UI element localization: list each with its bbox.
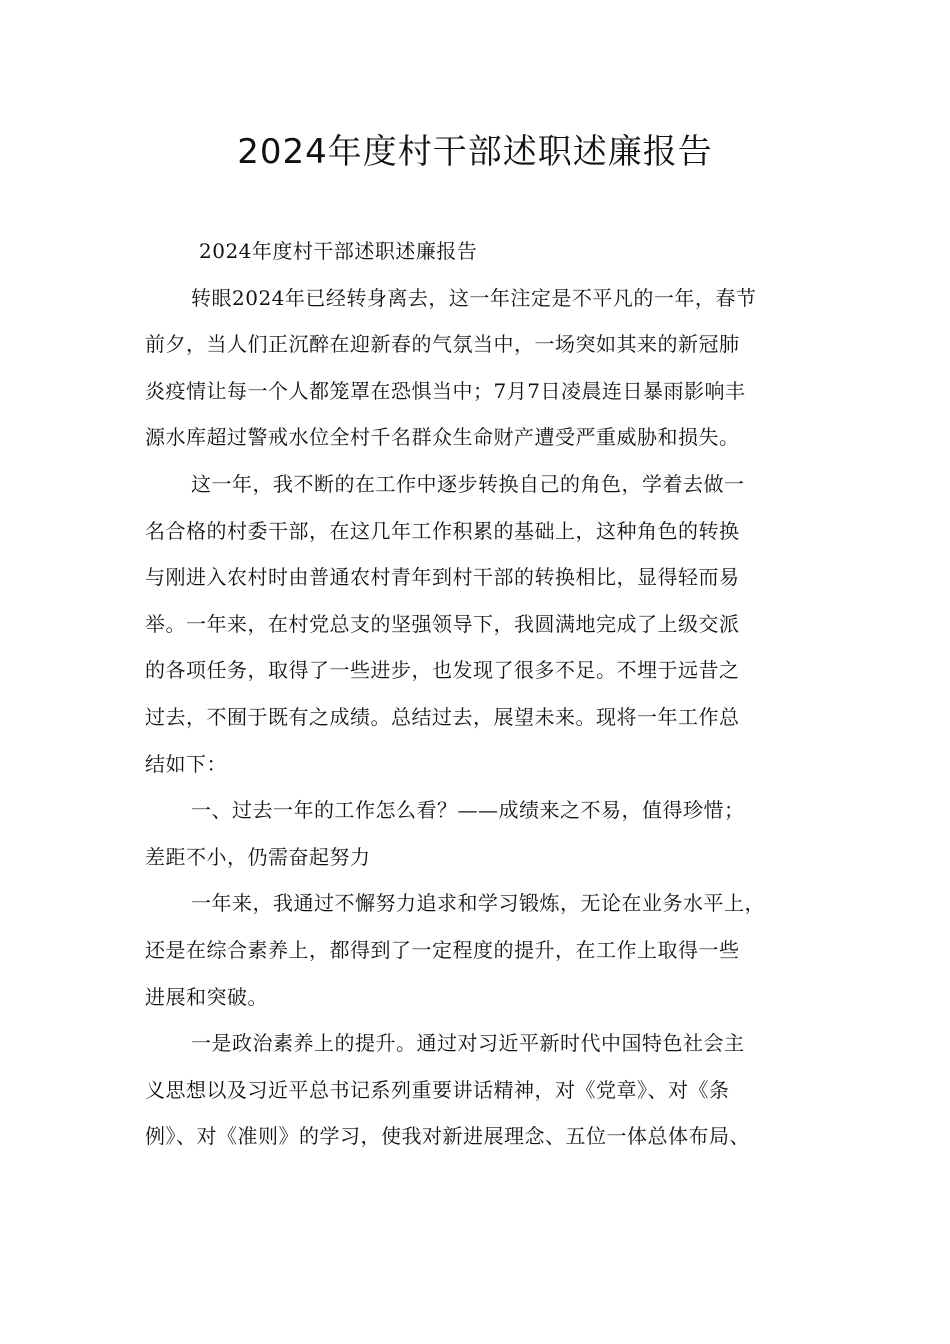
paragraph-line: 还是在综合素养上，都得到了一定程度的提升，在工作上取得一些 xyxy=(145,937,740,962)
paragraph-line: 的各项任务，取得了一些进步，也发现了很多不足。不埋于远昔之 xyxy=(145,658,740,683)
paragraph-line: 过去，不囿于既有之成绩。总结过去，展望未来。现将一年工作总 xyxy=(145,704,740,729)
paragraph-line: 前夕，当人们正沉醉在迎新春的气氛当中，一场突如其来的新冠肺 xyxy=(145,332,740,357)
document-title: 2024年度村干部述职述廉报告 xyxy=(237,132,713,172)
paragraph-line: 例》、对《准则》的学习，使我对新进展理念、五位一体总体布局、 xyxy=(145,1124,750,1149)
section-heading-line: 差距不小，仍需奋起努力 xyxy=(145,844,371,869)
paragraph-line: 转眼2024年已经转身离去，这一年注定是不平凡的一年，春节 xyxy=(191,285,757,310)
paragraph-line: 进展和突破。 xyxy=(145,984,268,1009)
paragraph-line: 一是政治素养上的提升。通过对习近平新时代中国特色社会主 xyxy=(191,1031,745,1056)
paragraph-line: 这一年，我不断的在工作中逐步转换自己的角色，学着去做一 xyxy=(191,471,745,496)
paragraph-line: 炎疫情让每一个人都笼罩在恐惧当中；7月7日凌晨连日暴雨影响丰 xyxy=(145,378,746,403)
paragraph-line: 名合格的村委干部，在这几年工作积累的基础上，这种角色的转换 xyxy=(145,518,740,543)
paragraph-line: 结如下： xyxy=(145,751,227,776)
document-body xyxy=(145,234,825,1166)
paragraph-line: 源水库超过警戒水位全村千名群众生命财产遭受严重威胁和损失。 xyxy=(145,425,740,450)
paragraph-line: 与刚进入农村时由普通农村青年到村干部的转换相比，显得轻而易 xyxy=(145,565,740,590)
paragraph-line: 举。一年来，在村党总支的坚强领导下，我圆满地完成了上级交派 xyxy=(145,611,740,636)
paragraph-line: 一年来，我通过不懈努力追求和学习锻炼，无论在业务水平上， xyxy=(191,891,765,916)
section-heading-line: 一、过去一年的工作怎么看？——成绩来之不易，值得珍惜； xyxy=(191,798,745,823)
paragraph-line: 义思想以及习近平总书记系列重要讲话精神，对《党章》、对《条 xyxy=(145,1077,730,1102)
subtitle-line: 2024年度村干部述职述廉报告 xyxy=(199,239,478,263)
